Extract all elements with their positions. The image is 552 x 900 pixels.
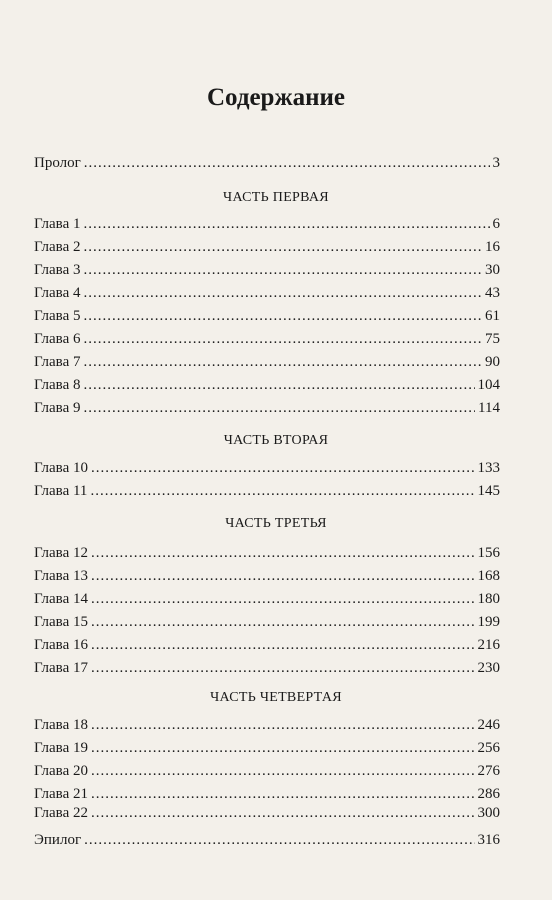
toc-entry-page: 6 (492, 216, 500, 232)
dot-leader (91, 785, 475, 803)
part-heading: ЧАСТЬ ВТОРАЯ (223, 433, 329, 448)
toc-entry-label: Глава 5 (34, 308, 81, 324)
toc-entry-page: 104 (477, 377, 500, 393)
dot-leader (84, 154, 490, 172)
toc-entry (34, 330, 500, 348)
dot-leader (83, 238, 482, 256)
toc-entry-label: Глава 4 (34, 285, 81, 301)
dot-leader (91, 739, 475, 757)
toc-entry-page: 145 (477, 483, 500, 499)
toc-entry (34, 307, 500, 325)
toc-entry (34, 376, 500, 394)
toc-entry (34, 567, 500, 585)
toc-entry (34, 238, 500, 256)
dot-leader (91, 544, 475, 562)
toc-entry (34, 590, 500, 608)
toc-entry-page: 246 (477, 717, 500, 733)
toc-entry-page: 61 (485, 308, 500, 324)
toc-entry (34, 716, 500, 734)
toc-entry (34, 544, 500, 562)
toc-entry-label: Глава 1 (34, 216, 81, 232)
toc-entry-label: Глава 9 (34, 400, 81, 416)
toc-entry-label: Эпилог (34, 832, 82, 848)
toc-entry-page: 316 (477, 832, 500, 848)
toc-entry-prologue (34, 154, 500, 172)
toc-entry-page: 43 (485, 285, 500, 301)
dot-leader (91, 590, 475, 608)
toc-entry-label: Глава 3 (34, 262, 81, 278)
part-heading: ЧАСТЬ ЧЕТВЕРТАЯ (210, 690, 342, 705)
toc-entry (34, 636, 500, 654)
dot-leader (91, 613, 475, 631)
toc-entry-page: 30 (485, 262, 500, 278)
toc-entry-page: 133 (477, 460, 500, 476)
toc-entry (34, 399, 500, 417)
toc-entry-label: Глава 21 (34, 786, 88, 802)
toc-entry-label: Пролог (34, 155, 81, 171)
toc-entry-page: 256 (477, 740, 500, 756)
dot-leader (83, 376, 474, 394)
toc-entry-label: Глава 17 (34, 660, 88, 676)
toc-entry-page: 168 (477, 568, 500, 584)
dot-leader (83, 307, 482, 325)
toc-entry-page: 300 (477, 805, 500, 821)
toc-entry-label: Глава 15 (34, 614, 88, 630)
toc-entry-label: Глава 12 (34, 545, 88, 561)
toc-entry (34, 353, 500, 371)
toc-entry-label: Глава 22 (34, 805, 88, 821)
toc-entry-label: Глава 8 (34, 377, 81, 393)
toc-entry-label: Глава 7 (34, 354, 81, 370)
dot-leader (91, 804, 475, 822)
toc-entry-label: Глава 10 (34, 460, 88, 476)
toc-entry (34, 482, 500, 500)
toc-entry (34, 284, 500, 302)
dot-leader (91, 762, 475, 780)
toc-entry-epilogue (34, 831, 500, 849)
toc-entry-label: Глава 13 (34, 568, 88, 584)
toc-entry-page: 3 (492, 155, 500, 171)
dot-leader (91, 567, 475, 585)
toc-entry (34, 261, 500, 279)
toc-entry-page: 276 (477, 763, 500, 779)
toc-entry-label: Глава 16 (34, 637, 88, 653)
toc-entry-label: Глава 6 (34, 331, 81, 347)
dot-leader (83, 399, 475, 417)
toc-entry (34, 613, 500, 631)
toc-entry (34, 804, 500, 822)
dot-leader (83, 215, 489, 233)
toc-entry-label: Глава 11 (34, 483, 88, 499)
toc-entry (34, 739, 500, 757)
toc-entry-page: 230 (477, 660, 500, 676)
toc-entry-page: 180 (477, 591, 500, 607)
dot-leader (83, 353, 482, 371)
dot-leader (91, 716, 475, 734)
toc-entry-page: 90 (485, 354, 500, 370)
toc-entry-page: 156 (477, 545, 500, 561)
dot-leader (91, 636, 475, 654)
toc-entry-label: Глава 18 (34, 717, 88, 733)
toc-entry-label: Глава 2 (34, 239, 81, 255)
toc-entry (34, 785, 500, 803)
dot-leader (83, 330, 482, 348)
toc-entry-page: 16 (485, 239, 500, 255)
toc-entry (34, 762, 500, 780)
toc-entry (34, 659, 500, 677)
toc-entry-page: 286 (477, 786, 500, 802)
dot-leader (91, 459, 475, 477)
page-title: Содержание (206, 84, 345, 111)
toc-entry (34, 215, 500, 233)
dot-leader (83, 284, 482, 302)
toc-entry-page: 75 (485, 331, 500, 347)
toc-entry-label: Глава 19 (34, 740, 88, 756)
dot-leader (84, 831, 474, 849)
dot-leader (90, 482, 474, 500)
dot-leader (91, 659, 475, 677)
toc-entry-page: 216 (477, 637, 500, 653)
dot-leader (83, 261, 482, 279)
toc-entry-label: Глава 14 (34, 591, 88, 607)
toc-entry (34, 459, 500, 477)
part-heading: ЧАСТЬ ТРЕТЬЯ (225, 516, 327, 531)
toc-entry-label: Глава 20 (34, 763, 88, 779)
toc-entry-page: 114 (478, 400, 500, 416)
part-heading: ЧАСТЬ ПЕРВАЯ (223, 190, 329, 205)
toc-entry-page: 199 (477, 614, 500, 630)
